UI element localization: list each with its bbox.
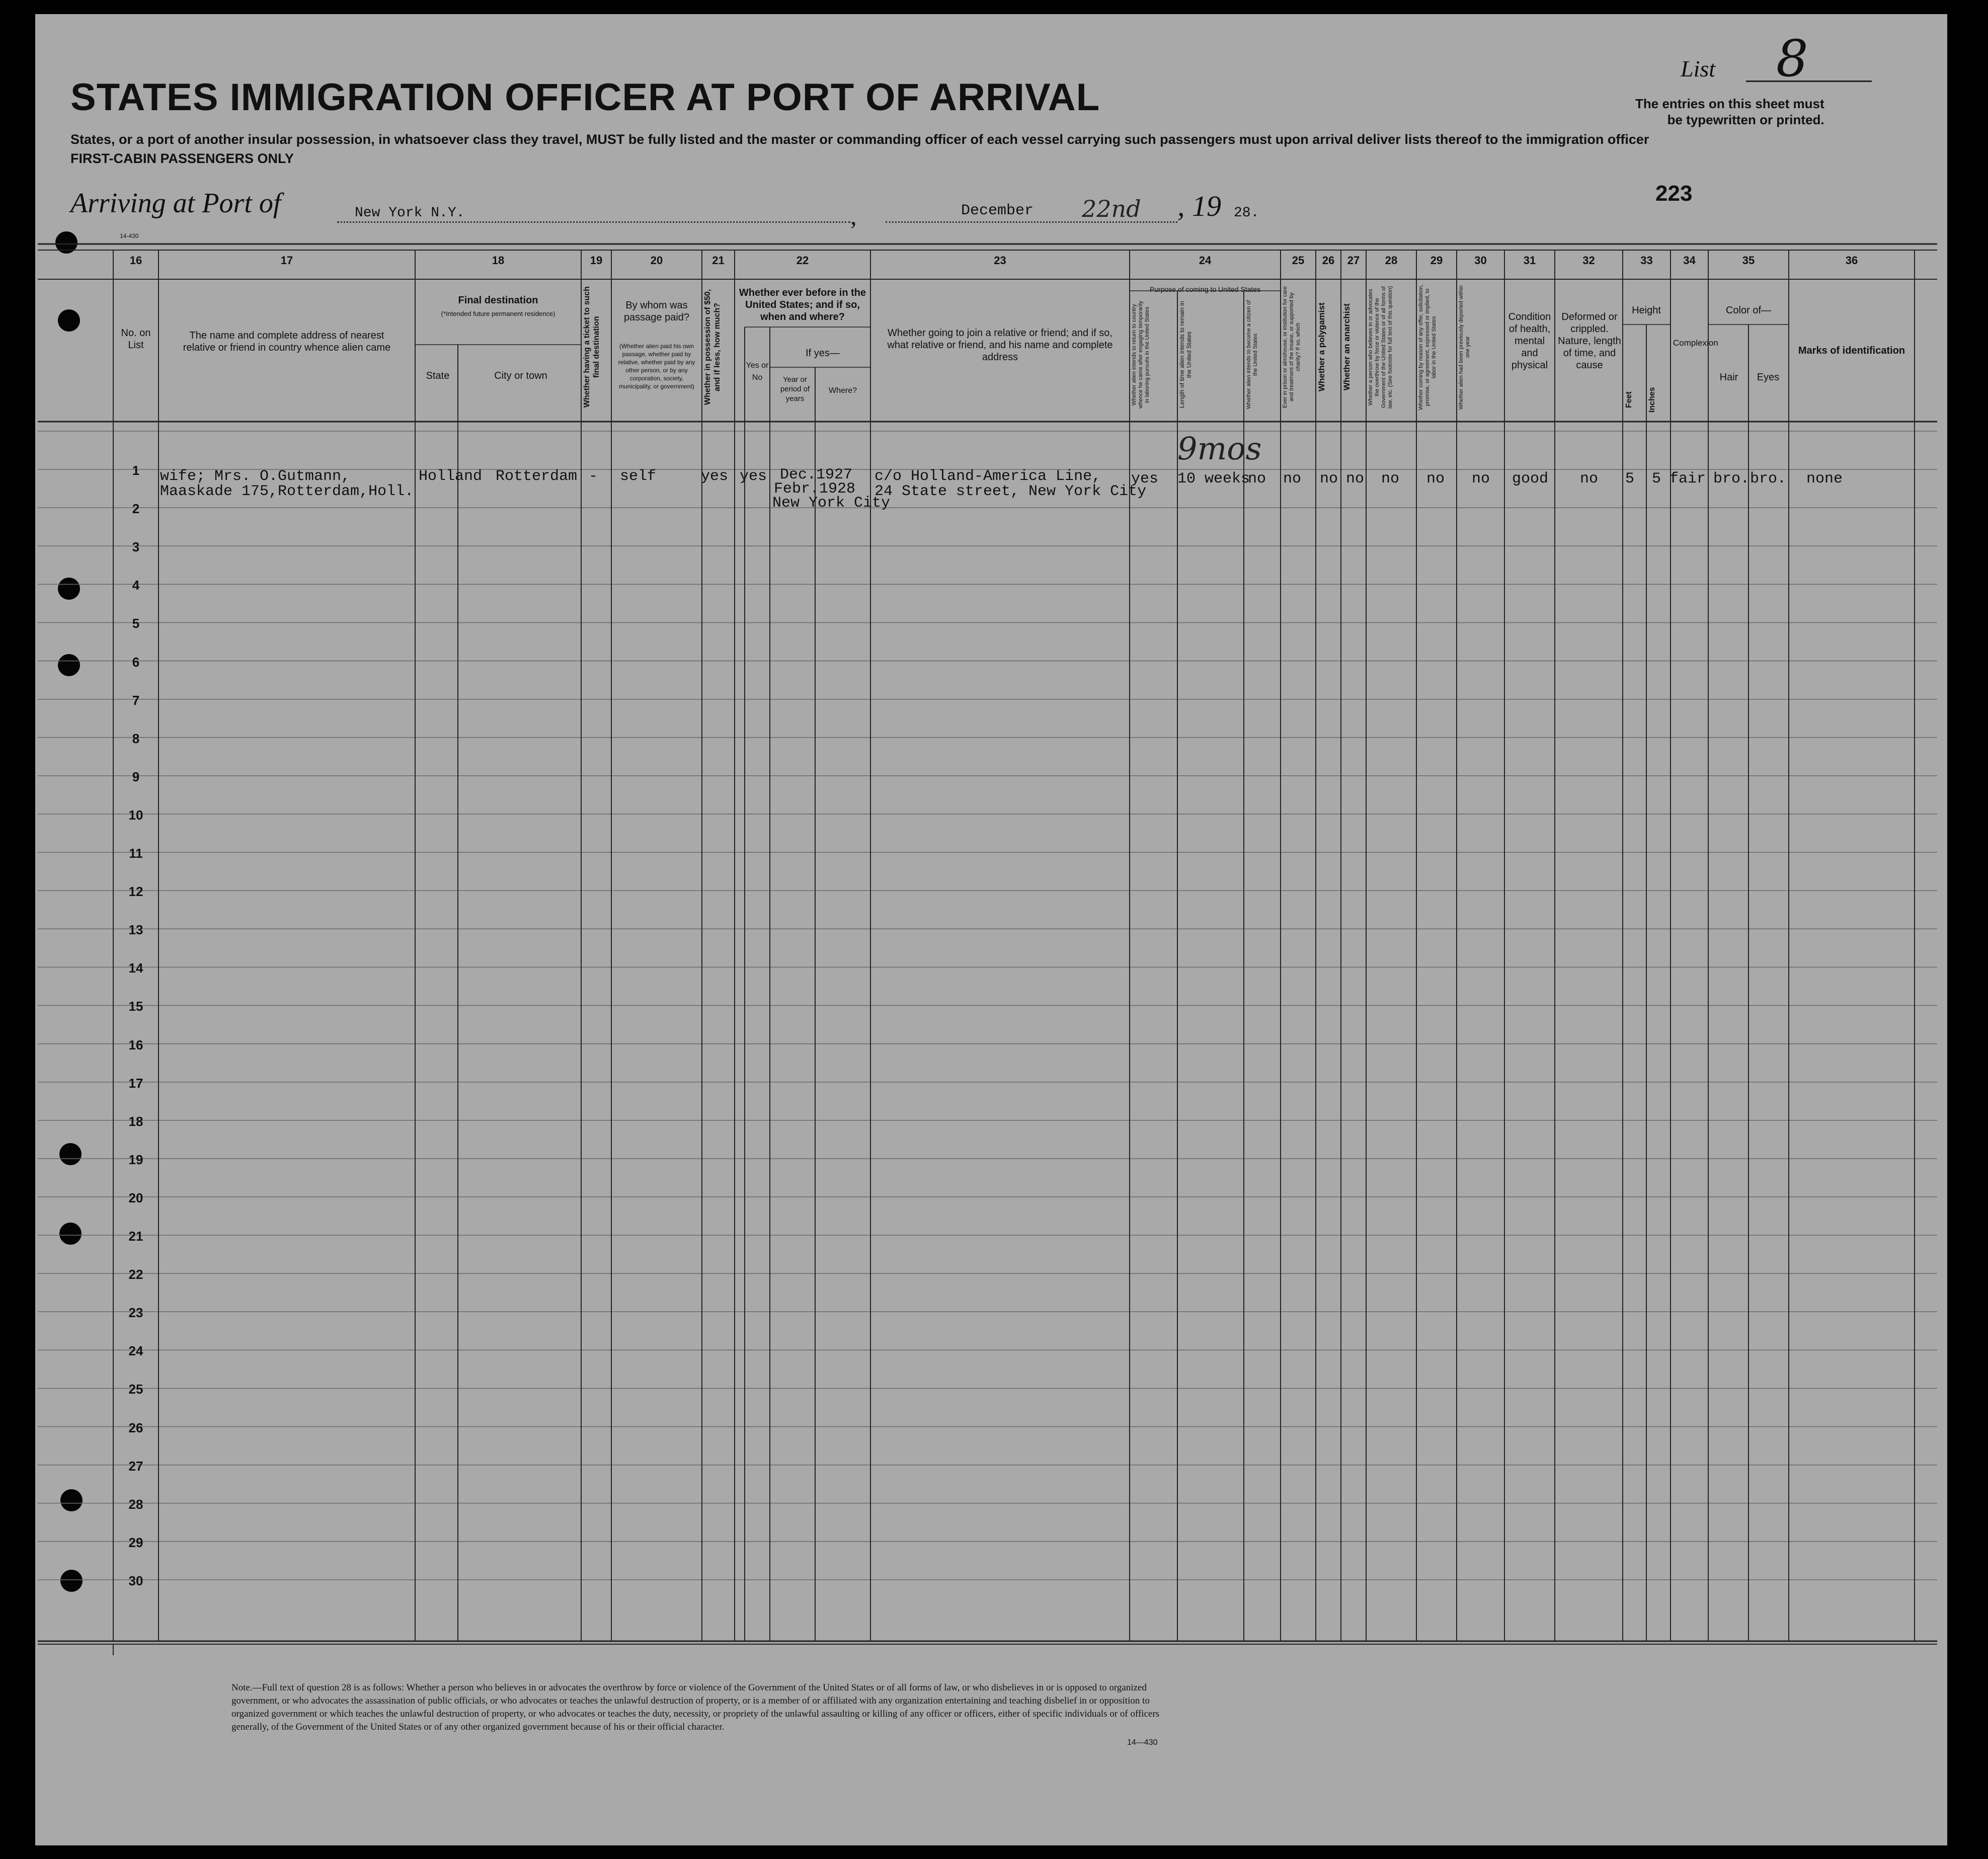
row-number-19: 19 <box>128 1152 143 1167</box>
row-number-18: 18 <box>128 1113 143 1129</box>
row-number-2: 2 <box>132 501 140 517</box>
form-code: 14-430 <box>120 232 139 239</box>
col-header-no-on-list: No. on List <box>121 328 151 351</box>
row-number-12: 12 <box>128 884 143 900</box>
col-header-citizenship-intent: Whether alien intends to become a citizen of the United States <box>1246 300 1258 410</box>
col-header-height: Height <box>1632 305 1661 316</box>
deformed-value: no <box>1580 470 1599 488</box>
col-header-anarchist: Whether an anarchist <box>1342 303 1351 391</box>
row-number-20: 20 <box>128 1190 143 1205</box>
citizenship-value: no <box>1248 470 1266 488</box>
row-number-25: 25 <box>128 1382 143 1397</box>
year-prefix: , 19 <box>1177 190 1221 222</box>
col-header-if-yes: If yes— <box>806 348 840 359</box>
col-num-32: 32 <box>1582 254 1595 267</box>
col-header-relative: The name and complete address of nearest relative or friend in country whence alien came <box>183 330 391 353</box>
years-line-2: Febr.1928 <box>774 480 856 498</box>
day-value: 22nd <box>1082 195 1141 222</box>
health-value: good <box>1512 470 1549 488</box>
col-header-eyes: Eyes <box>1757 372 1780 383</box>
row-number-15: 15 <box>128 999 143 1014</box>
port-comma: , <box>850 202 857 230</box>
join-line-1: c/o Holland-America Line, <box>874 468 1101 485</box>
money-value: yes <box>701 468 729 485</box>
port-value: New York N.Y. <box>355 205 465 221</box>
col-header-purpose: Purpose of coming to United States <box>1149 285 1261 293</box>
col-num-29: 29 <box>1430 254 1443 267</box>
col-header-length-of-stay: Length of time alien intends to remain in the United States <box>1178 301 1192 409</box>
polygamist-value: no <box>1320 470 1338 488</box>
col-num-23: 23 <box>994 254 1006 267</box>
col-header-where: Where? <box>828 386 857 395</box>
relative-line-1: wife; Mrs. O.Gutmann, <box>160 468 351 485</box>
col-header-year-period: Year or period of years <box>780 375 810 403</box>
col-header-final-destination-note: (*Intended future permanent residence) <box>441 310 555 317</box>
col-header-return-intent: Whether alien intends to return to country whence he came after engaging temporarily in laboring pursuits in the United States <box>1131 301 1150 409</box>
row-number-30: 30 <box>128 1573 143 1588</box>
row-number-17: 17 <box>128 1075 143 1091</box>
anarchist-value: no <box>1346 470 1365 488</box>
page-title: STATES IMMIGRATION OFFICER AT PORT OF ARRIVAL <box>70 76 1100 119</box>
relative-line-2: Maaskade 175,Rotterdam,Holl. <box>160 483 414 500</box>
col-num-30: 30 <box>1474 254 1487 267</box>
col-header-feet: Feet <box>1625 391 1633 409</box>
join-line-2: 24 State street, New York City <box>874 483 1147 500</box>
where-value: New York City <box>772 495 891 512</box>
col-header-ever-before: Whether ever before in the United States; and if so, when and where? <box>739 287 866 322</box>
row-number-23: 23 <box>128 1305 143 1321</box>
row-number-16: 16 <box>128 1037 143 1053</box>
col-header-fifty-dollars: Whether in possession of $50, and if less, how much? <box>703 289 722 406</box>
row-number-7: 7 <box>132 692 140 708</box>
row-number-6: 6 <box>132 654 140 670</box>
col-header-labor-offer: Whether coming by reason of any offer, solicitation, promise, or agreement, expressed or implied, to labor in the United States <box>1418 284 1437 410</box>
list-number: 8 <box>1776 29 1808 88</box>
col-num-34: 34 <box>1683 254 1696 267</box>
col-header-polygamist: Whether a polygamist <box>1317 302 1326 392</box>
row-number-10: 10 <box>128 807 143 823</box>
col-num-18: 18 <box>492 254 505 267</box>
col-num-16: 16 <box>129 254 142 267</box>
col-header-city: City or town <box>494 370 547 381</box>
col-num-20: 20 <box>650 254 663 267</box>
row-number-29: 29 <box>128 1534 143 1550</box>
handwritten-annotation: 9mos <box>1177 430 1262 467</box>
col-header-color-of: Color of— <box>1725 305 1772 316</box>
entries-note: The entries on this sheet must be typewritten or printed. <box>1635 96 1824 127</box>
col-num-22: 22 <box>796 254 809 267</box>
col-num-36: 36 <box>1845 254 1858 267</box>
passenger-class: FIRST-CABIN PASSENGERS ONLY <box>70 151 294 166</box>
col-header-deported: Whether alien had been previously deported within one year <box>1458 285 1471 410</box>
row-number-5: 5 <box>132 616 140 631</box>
list-label: List <box>1681 56 1716 82</box>
row-number-21: 21 <box>128 1229 143 1244</box>
labor-offer-value: no <box>1426 470 1445 488</box>
col-header-complexion: Complexion <box>1673 338 1718 348</box>
passage-paid-value: self <box>620 468 657 485</box>
col-num-35: 35 <box>1742 254 1755 267</box>
deported-value: no <box>1472 470 1490 488</box>
length-of-stay-value: 10 weeks <box>1177 470 1250 488</box>
col-num-19: 19 <box>590 254 603 267</box>
row-number-24: 24 <box>128 1343 143 1359</box>
col-num-28: 28 <box>1385 254 1398 267</box>
col-header-deformed: Deformed or crippled. Nature, length of time, and cause <box>1558 311 1621 371</box>
col-header-inches: Inches <box>1648 387 1656 413</box>
col-header-yes-no: Yes or No <box>746 361 769 382</box>
destination-city: Rotterdam <box>496 468 578 485</box>
col-num-25: 25 <box>1292 254 1305 267</box>
row-number-13: 13 <box>128 922 143 938</box>
height-inches-value: 5 <box>1652 470 1661 488</box>
col-header-prison: Ever in prison or almshouse, or institution for care and treatment of the insane, or supported by charity? If so, which <box>1282 286 1301 409</box>
row-number-28: 28 <box>128 1496 143 1512</box>
instructions-text: States, or a port of another insular possession, in whatsoever class they travel, MUST be fully listed and the master or commanding officer of each vessel carrying such passengers must upon arrival deliver lists thereof to the immigration officer <box>70 132 1649 147</box>
row-number-4: 4 <box>132 578 140 593</box>
footer-form-code: 14—430 <box>1127 1738 1158 1747</box>
col-num-21: 21 <box>712 254 725 267</box>
years-line-1: Dec.1927 <box>780 466 853 483</box>
row-number-1: 1 <box>132 463 140 478</box>
ticket-value: - <box>589 468 598 485</box>
row-number-26: 26 <box>128 1420 143 1435</box>
footnote-question-28: Note.—Full text of question 28 is as follows: Whether a person who believes in or advocates the overthrow by force or violence of the Government of the United States or of all forms of law, or who disbelieves in or is opposed to organized government, or who advocates the assassination of public officials, or who advocates or teaches the unlawful destruction of property, or is a member of or affiliated with any organization entertaining and teaching disbelief in or opposition to organized government or which teaches the unlawful destruction of property, or who advocates or teaches the duty, necessity, or propriety of the unlawful assaulting or killing of any officer or officers, either of specific individuals or of officers generally, of the Government of the United States or of any other organized government because of his or their official character. <box>231 1682 1160 1732</box>
col-header-marks: Marks of identification <box>1798 345 1905 356</box>
row-number-3: 3 <box>132 539 140 555</box>
col-num-26: 26 <box>1322 254 1335 267</box>
col-header-passage-paid: By whom was passage paid? <box>623 300 690 323</box>
row-number-9: 9 <box>132 769 140 784</box>
complexion-value: fair <box>1669 470 1706 488</box>
col-header-ticket: Whether having a ticket to such final destination <box>583 286 601 408</box>
col-num-31: 31 <box>1523 254 1536 267</box>
prison-value: no <box>1283 470 1302 488</box>
col-header-passage-paid-note: (Whether alien paid his own passage, whether paid by relative, whether paid by any other person, or by any corporation, society, municipality, or government) <box>618 343 695 390</box>
been-before-value: yes <box>740 468 767 485</box>
row-number-14: 14 <box>128 960 143 976</box>
hair-color-value: bro. <box>1713 470 1750 488</box>
col-num-27: 27 <box>1347 254 1360 267</box>
col-header-final-destination: Final destination <box>458 295 538 306</box>
height-feet-value: 5 <box>1625 470 1635 488</box>
row-number-11: 11 <box>129 846 143 861</box>
marks-value: none <box>1806 470 1843 488</box>
row-number-22: 22 <box>128 1267 143 1282</box>
col-header-join-relative: Whether going to join a relative or friend; and if so, what relative or friend, and his name and complete address <box>887 328 1113 363</box>
arriving-label: Arriving at Port of <box>70 188 281 219</box>
col-header-hair: Hair <box>1719 372 1738 383</box>
month-value: December <box>961 202 1034 219</box>
col-header-state: State <box>426 370 450 381</box>
row-number-27: 27 <box>128 1458 143 1474</box>
year-suffix: 28. <box>1234 205 1259 221</box>
col-num-24: 24 <box>1199 254 1212 267</box>
col-header-overthrow: Whether a person who believes in or advocates the overthrow by force or violence of the Government of the United States or of all forms of law, etc. (See footnote for full text of this question) <box>1368 286 1393 409</box>
col-header-health: Condition of health, mental and physical <box>1508 311 1551 371</box>
overthrow-value: no <box>1381 470 1400 488</box>
col-num-33: 33 <box>1640 254 1653 267</box>
eye-color-value: bro. <box>1750 470 1787 488</box>
return-intent-value: yes <box>1131 470 1159 488</box>
destination-state: Holland <box>419 468 483 485</box>
page-number: 223 <box>1655 181 1693 206</box>
col-num-17: 17 <box>280 254 293 267</box>
row-number-8: 8 <box>132 731 140 746</box>
